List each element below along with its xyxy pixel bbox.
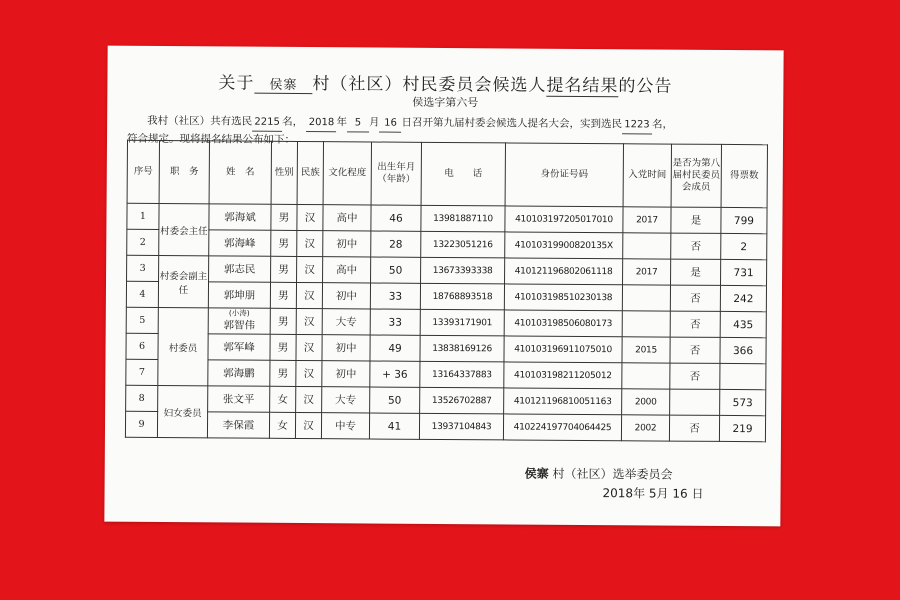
cell-id: 410103196911075010 bbox=[504, 336, 622, 363]
cell-party bbox=[622, 311, 670, 337]
cell-name: 郭海鹏 bbox=[208, 360, 270, 386]
intro-text-5: 日召开第九届村委会候选人提名大会，实到选民 bbox=[401, 116, 623, 131]
header-member: 是否为第八届村民委员会成员 bbox=[671, 144, 721, 207]
title-middle: 村（社区）村民委员会候选人 bbox=[312, 74, 547, 96]
issue-date bbox=[603, 484, 704, 502]
cell-phone: 18768893518 bbox=[420, 283, 504, 310]
cell-votes: 731 bbox=[721, 259, 767, 285]
cell-phone: 13223051216 bbox=[421, 231, 505, 258]
cell-name: 张文平 bbox=[208, 386, 270, 412]
cell-phone: 13937104843 bbox=[419, 413, 503, 440]
cell-phone: 13981887110 bbox=[421, 205, 505, 232]
cell-name: 郭海峰 bbox=[209, 230, 271, 256]
cell-party bbox=[622, 285, 670, 311]
document-number: 侯选字第六号 bbox=[412, 95, 479, 110]
cell-position: 村委会主任 bbox=[159, 204, 209, 256]
cell-party: 2017 bbox=[623, 207, 671, 233]
total-voters: 2215 bbox=[252, 115, 282, 132]
cell-education: 大专 bbox=[322, 387, 370, 413]
issue-day: 16 bbox=[672, 486, 688, 501]
cell-sex: 男 bbox=[271, 230, 297, 256]
cell-id: 410121196810051163 bbox=[504, 388, 622, 415]
cell-sex: 男 bbox=[271, 204, 297, 230]
cell-id: 410224197704064425 bbox=[503, 414, 621, 441]
cell-ethnicity: 汉 bbox=[296, 282, 322, 308]
cell-age: 50 bbox=[371, 257, 421, 283]
issue-month: 5 bbox=[648, 486, 657, 501]
cell-ethnicity: 汉 bbox=[296, 308, 322, 334]
cell-ethnicity: 汉 bbox=[296, 386, 322, 412]
cell-no: 2 bbox=[127, 229, 159, 255]
header-id: 身份证号码 bbox=[505, 143, 623, 207]
cell-ethnicity: 汉 bbox=[296, 360, 322, 386]
intro-text-2: 名， bbox=[282, 115, 304, 129]
cell-party: 2017 bbox=[623, 259, 671, 285]
cell-education: 初中 bbox=[322, 283, 370, 309]
cell-ethnicity: 汉 bbox=[297, 230, 323, 256]
cell-phone: 13393171901 bbox=[420, 309, 504, 336]
header-party: 入党时间 bbox=[623, 144, 671, 207]
issuer-committee: 村（社区）选举委员会 bbox=[552, 466, 673, 482]
cell-party: 2015 bbox=[622, 337, 670, 363]
cell-ethnicity: 汉 bbox=[297, 204, 323, 230]
cell-no: 6 bbox=[126, 333, 158, 359]
cell-sex: 女 bbox=[270, 386, 296, 412]
cell-no: 9 bbox=[125, 411, 157, 437]
issue-day-suffix: 日 bbox=[691, 486, 704, 501]
header-sex: 性别 bbox=[271, 141, 297, 204]
meeting-year: 2018 bbox=[306, 115, 336, 132]
cell-sex: 男 bbox=[271, 256, 297, 282]
header-no: 序号 bbox=[127, 140, 159, 203]
cell-name: 郭志民 bbox=[209, 256, 271, 282]
table-header-row bbox=[127, 140, 767, 207]
cell-votes: 799 bbox=[721, 207, 767, 233]
cell-no: 4 bbox=[126, 281, 158, 307]
cell-sex: 男 bbox=[270, 308, 296, 334]
issue-year: 2018 bbox=[602, 486, 634, 501]
issuer-village: 侯寨 bbox=[524, 466, 549, 481]
meeting-month: 5 bbox=[347, 115, 369, 132]
cell-name bbox=[208, 308, 270, 334]
title-suffix: 的公告 bbox=[618, 76, 673, 97]
cell-nickname: (小涛) bbox=[228, 308, 250, 318]
cell-member: 否 bbox=[670, 337, 720, 363]
intro-text-1: 我村（社区）共有选民 bbox=[147, 114, 253, 128]
cell-id: 410103198510230138 bbox=[504, 284, 622, 311]
cell-education: 初中 bbox=[322, 361, 370, 387]
cell-name: 郭海斌 bbox=[209, 204, 271, 230]
cell-party: 2002 bbox=[621, 415, 669, 441]
cell-education: 大专 bbox=[322, 309, 370, 335]
meeting-day: 16 bbox=[379, 116, 401, 133]
title-prefix: 关于 bbox=[218, 73, 255, 94]
cell-member: 是 bbox=[671, 207, 721, 233]
header-name: 姓 名 bbox=[209, 141, 271, 204]
cell-sex: 男 bbox=[270, 334, 296, 360]
cell-member: 是 bbox=[671, 259, 721, 285]
cell-name-text: 郭智伟 bbox=[223, 319, 256, 332]
cell-no: 7 bbox=[126, 359, 158, 385]
present-voters: 1223 bbox=[622, 117, 652, 134]
cell-member bbox=[670, 389, 720, 415]
cell-age: 41 bbox=[369, 413, 419, 439]
cell-sex: 女 bbox=[269, 412, 295, 438]
cell-id: 410103197205017010 bbox=[505, 206, 623, 233]
cell-education: 中专 bbox=[321, 413, 369, 439]
header-phone: 电 话 bbox=[421, 142, 505, 206]
cell-age: 50 bbox=[370, 387, 420, 413]
cell-no: 5 bbox=[126, 307, 158, 333]
intro-text-6: 名， bbox=[651, 118, 674, 131]
cell-member: 否 bbox=[669, 415, 719, 441]
cell-age: 33 bbox=[370, 309, 420, 335]
cell-votes: 435 bbox=[720, 311, 766, 337]
cell-education: 高中 bbox=[323, 257, 371, 283]
cell-no: 8 bbox=[126, 385, 158, 411]
cell-party bbox=[622, 363, 670, 389]
cell-position: 村委会副主任 bbox=[158, 256, 208, 308]
table-row bbox=[125, 411, 765, 441]
header-position: 职 务 bbox=[159, 141, 209, 204]
header-ethnicity: 民族 bbox=[297, 141, 323, 204]
cell-id: 410103198506080173 bbox=[504, 310, 622, 337]
cell-id: 410121196802061118 bbox=[505, 258, 623, 285]
cell-votes bbox=[720, 363, 766, 389]
notice-paper bbox=[104, 46, 783, 527]
cell-no: 3 bbox=[127, 255, 159, 281]
cell-votes: 573 bbox=[720, 389, 766, 415]
cell-votes: 2 bbox=[721, 233, 767, 259]
cell-position: 村委员 bbox=[158, 308, 209, 386]
title-underlined: 提名结果 bbox=[546, 75, 619, 97]
cell-phone: 13526702887 bbox=[420, 387, 504, 414]
cell-member: 否 bbox=[670, 285, 720, 311]
cell-name: 郭坤朋 bbox=[208, 282, 270, 308]
cell-ethnicity: 汉 bbox=[296, 334, 322, 360]
cell-ethnicity: 汉 bbox=[295, 412, 321, 438]
candidate-table bbox=[125, 140, 768, 442]
cell-votes: 366 bbox=[720, 337, 766, 363]
cell-phone: 13673393338 bbox=[421, 257, 505, 284]
cell-age: 49 bbox=[370, 335, 420, 361]
issuer-line bbox=[525, 465, 673, 483]
cell-party bbox=[623, 233, 671, 259]
cell-sex: 男 bbox=[270, 360, 296, 386]
cell-position: 妇女委员 bbox=[157, 386, 207, 438]
intro-text-4: 月 bbox=[368, 116, 380, 129]
cell-party: 2000 bbox=[622, 389, 670, 415]
cell-no: 1 bbox=[127, 203, 159, 229]
cell-age: 46 bbox=[371, 205, 421, 231]
cell-ethnicity: 汉 bbox=[297, 256, 323, 282]
cell-votes: 219 bbox=[719, 415, 765, 441]
header-votes: 得票数 bbox=[721, 144, 767, 207]
title-village: 侯寨 bbox=[254, 74, 312, 94]
issue-month-suffix: 月 bbox=[656, 486, 669, 501]
cell-name: 郭军峰 bbox=[208, 334, 270, 360]
cell-sex: 男 bbox=[270, 282, 296, 308]
intro-text-7: 符合规定。现将提名结果公布如下： bbox=[126, 132, 296, 146]
cell-phone: 13164337883 bbox=[420, 361, 504, 388]
cell-votes: 242 bbox=[720, 285, 766, 311]
cell-education: 初中 bbox=[323, 231, 371, 257]
cell-id: 41010319900820135X bbox=[505, 232, 623, 259]
cell-age: 33 bbox=[370, 283, 420, 309]
cell-phone: 13838169126 bbox=[420, 335, 504, 362]
cell-member: 否 bbox=[671, 233, 721, 259]
issue-year-suffix: 年 bbox=[633, 486, 646, 501]
header-education: 文化程度 bbox=[323, 142, 371, 205]
cell-education: 高中 bbox=[323, 205, 371, 231]
cell-id: 410103198211205012 bbox=[504, 362, 622, 389]
cell-name: 李保霞 bbox=[207, 412, 269, 438]
header-birth: 出生年月（年龄） bbox=[371, 142, 421, 205]
cell-education: 初中 bbox=[322, 335, 370, 361]
cell-member: 否 bbox=[670, 363, 720, 389]
intro-text-3: 年 bbox=[336, 116, 348, 129]
cell-member: 否 bbox=[670, 311, 720, 337]
cell-age: + 36 bbox=[370, 361, 420, 387]
cell-age: 28 bbox=[371, 231, 421, 257]
